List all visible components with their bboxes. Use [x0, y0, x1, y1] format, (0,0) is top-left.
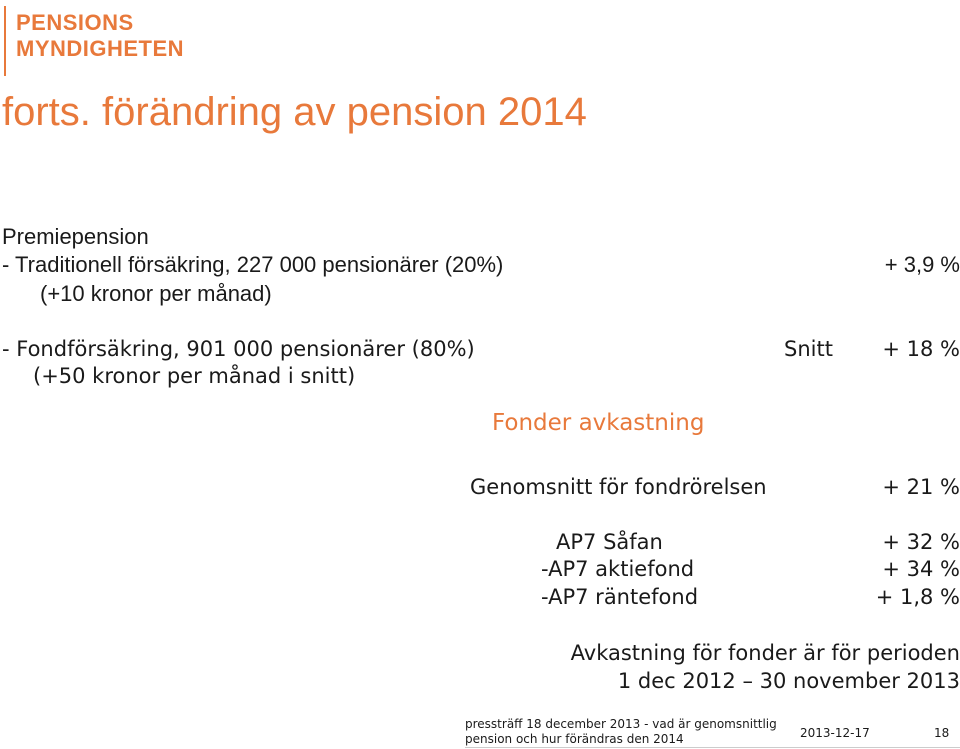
funds-heading: Fonder avkastning — [492, 410, 705, 436]
fund-item-value: + 1,8 % — [875, 585, 960, 609]
traditional-value: + 3,9 % — [884, 252, 960, 277]
footer-caption-line-2: pension och hur förändras den 2014 — [465, 732, 684, 746]
fund-insurance-subline: (+50 kronor per månad i snitt) — [33, 364, 356, 388]
footer-date: 2013-12-17 — [800, 726, 870, 740]
logo-line-2: MYNDIGHETEN — [16, 36, 185, 61]
fund-item-label: -AP7 räntefond — [541, 585, 699, 609]
footer-caption — [465, 717, 777, 747]
fund-insurance-snitt: Snitt — [784, 337, 833, 361]
funds-average-label: Genomsnitt för fondrörelsen — [470, 475, 767, 499]
traditional-subline: (+10 kronor per månad) — [40, 281, 272, 306]
traditional-line: - Traditionell försäkring, 227 000 pensionärer (20%) — [2, 252, 504, 277]
fund-item-value: + 32 % — [882, 530, 960, 554]
slide-title: forts. förändring av pension 2014 — [2, 90, 587, 134]
fund-item-value: + 34 % — [882, 557, 960, 581]
funds-average-value: + 21 % — [882, 475, 960, 499]
funds-period-line-2: 1 dec 2012 – 30 november 2013 — [617, 669, 960, 693]
page-number: 18 — [934, 726, 950, 740]
footer-caption-line-1: pressträff 18 december 2013 - vad är genomsnittlig — [465, 717, 777, 731]
fund-insurance-line: - Fondförsäkring, 901 000 pensionärer (80%) — [2, 337, 475, 361]
logo-accent-bar — [4, 6, 6, 76]
fund-item-label: AP7 Såfan — [556, 530, 663, 554]
footer-divider — [465, 747, 960, 748]
fund-insurance-value: + 18 % — [882, 337, 960, 361]
logo-line-1: PENSIONS — [16, 10, 134, 35]
premium-heading: Premiepension — [2, 224, 149, 249]
funds-period-line-1: Avkastning för fonder är för perioden — [570, 641, 960, 665]
fund-item-label: -AP7 aktiefond — [541, 557, 695, 581]
